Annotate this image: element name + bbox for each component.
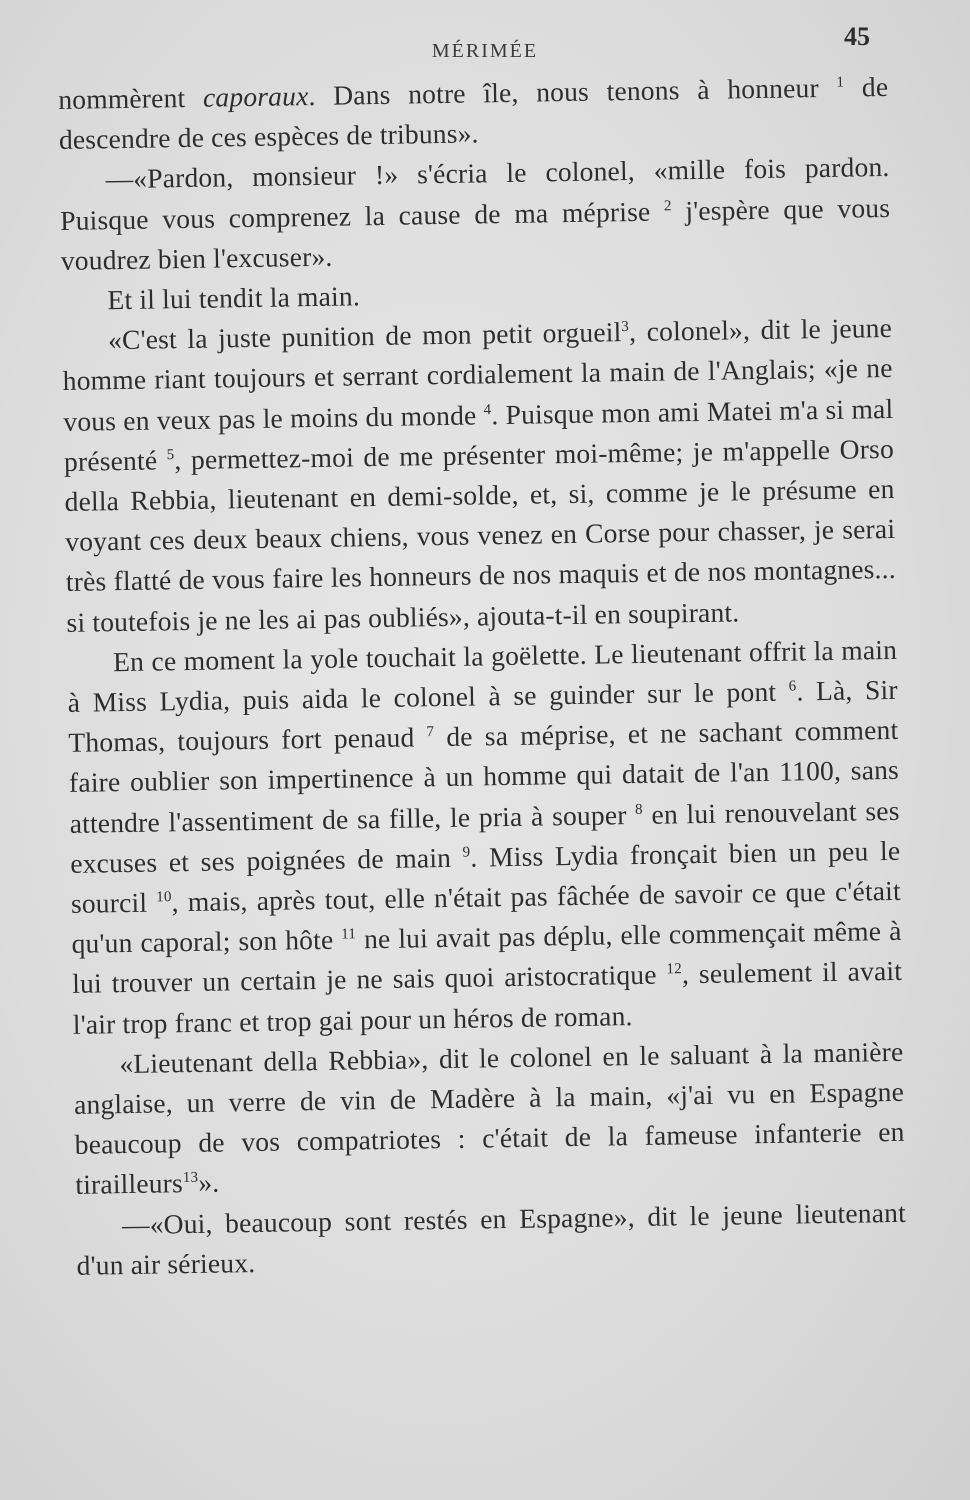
footnote-marker: 8 — [634, 801, 643, 818]
paragraph — [59, 147, 891, 281]
footnote-marker: 12 — [666, 961, 682, 978]
text-segment: —«Pardon, monsieur !» s'écria le colonel, «mille fois pardon. Puisque vous comprenez la cause de ma méprise — [59, 151, 890, 236]
text-segment: . Là, Sir Thomas, toujours fort penaud — [68, 673, 898, 759]
text-segment: —«Oui, beaucoup sont restés en Espagne», dit le jeune lieutenant d'un air sérieux. — [76, 1196, 907, 1281]
text-segment: «C'est la juste punition de mon petit orgueil — [107, 316, 622, 356]
text-segment: j'espère que vous voudrez bien l'excuser». — [60, 191, 891, 276]
footnote-marker: 2 — [663, 197, 672, 214]
text-segment: . Puisque mon ami Matei m'a si mal présenté — [63, 392, 894, 477]
text-segment: . Miss Lydia fronçait bien un peu le sourcil — [70, 834, 901, 919]
text-segment: de descendre de ces espèces de tribuns». — [58, 70, 889, 156]
text-segment: , permettez-moi de me présenter moi-même; je m'appelle Orso della Rebbia, lieutenant en demi-solde, et, si, comme je le présume en voyant ces deux beaux chiens, vous venez en Corse pour chasser, je serai très flatté de vous faire les honneurs de nos maquis et de nos montagnes... si toutefois je ne les ai pas oubliés», ajouta-t-il en soupirant. — [64, 432, 897, 638]
paragraph — [67, 630, 903, 1045]
paragraph — [73, 1032, 905, 1206]
footnote-marker: 11 — [341, 926, 357, 943]
footnote-marker: 13 — [182, 1170, 199, 1187]
footnote-marker: 1 — [836, 74, 845, 91]
footnote-marker: 5 — [166, 446, 175, 464]
paragraph — [62, 308, 897, 643]
text-segment: . Dans notre île, nous tenons à honneur — [308, 71, 837, 112]
text-segment: ». — [198, 1167, 220, 1199]
text-segment: , seulement il avait l'air trop franc et trop gai pour un héros de roman. — [72, 955, 903, 1040]
text-segment: «Lieutenant della Rebbia», dit le colonel en le saluant à la manière anglaise, un verre de vin de Madère à la main, «j'ai vu en Espagne beaucoup de vos compatriotes : c'était de la fameuse infanterie en tirailleurs — [73, 1035, 905, 1201]
italic-text: caporaux — [202, 80, 309, 113]
text-segment: ne lui avait pas déplu, elle commençait même à lui trouver un certain je ne sais quoi aristocratique — [71, 915, 902, 1000]
text-segment: nommèrent — [58, 81, 204, 115]
footnote-marker: 4 — [483, 401, 492, 418]
text-segment: Et il lui tendit la main. — [107, 280, 361, 316]
body-text — [58, 67, 907, 1286]
footnote-marker: 6 — [788, 678, 797, 695]
text-segment: En ce moment la yole touchait la goëlette. Le lieutenant offrit la main à Miss Lydia, puis aida le colonel à se guinder sur le pont — [67, 633, 898, 718]
footnote-marker: 10 — [156, 889, 172, 906]
page-number: 45 — [844, 22, 870, 51]
footnote-marker: 9 — [462, 844, 471, 861]
text-segment: , colonel», dit le jeune homme riant toujours et serrant cordialement la main de l'Anglais; «je ne vous en veux pas le moins du monde — [62, 312, 893, 437]
paragraph — [58, 67, 889, 160]
text-segment: de sa méprise, et ne sachant comment faire oublier son impertinence à un homme qui datait de l'an 1100, sans attendre l'assentiment de sa fille, le pria à souper — [68, 714, 900, 839]
text-segment: en lui renouvelant ses excuses et ses poignées de main — [70, 794, 900, 879]
paragraph — [76, 1193, 907, 1286]
footnote-marker: 3 — [621, 319, 630, 336]
running-head: MÉRIMÉE — [431, 40, 539, 62]
footnote-marker: 7 — [426, 724, 435, 741]
text-segment: , mais, après tout, elle n'était pas fâchée de savoir ce que c'était qu'un caporal; son hôte — [71, 874, 902, 960]
